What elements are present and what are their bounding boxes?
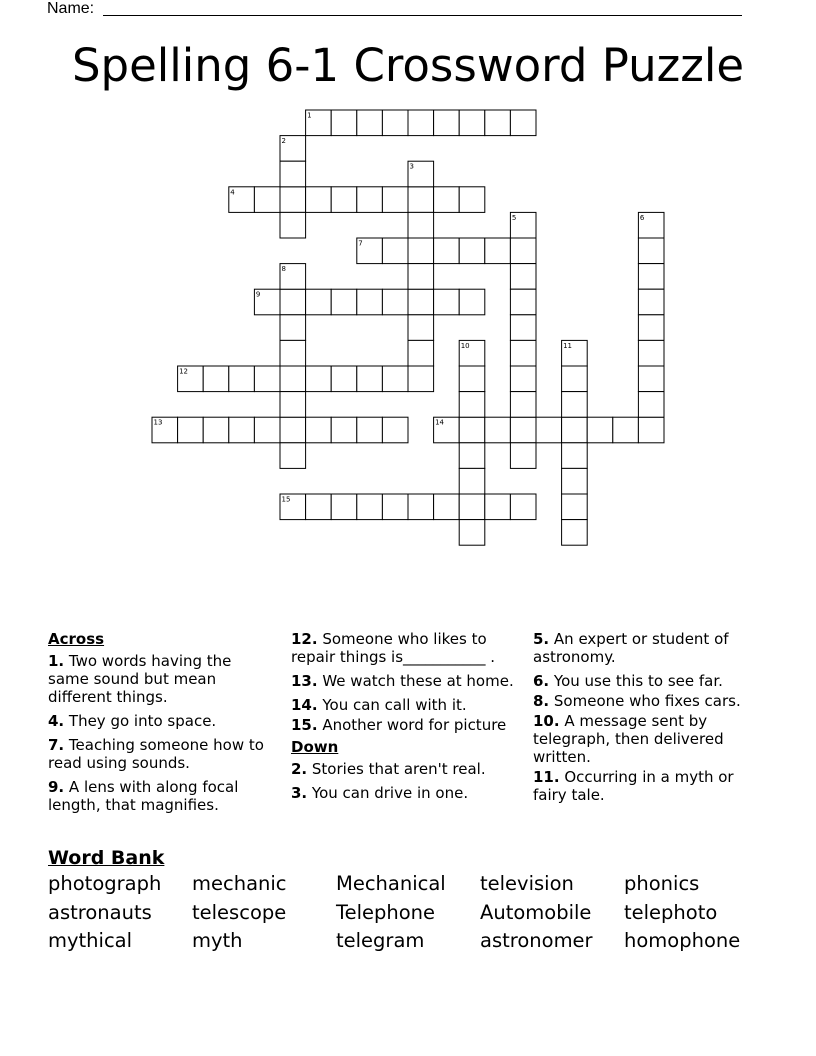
crossword-cell[interactable] [485,110,511,136]
crossword-cell[interactable] [382,494,408,520]
crossword-cell[interactable] [178,417,204,443]
crossword-cell[interactable] [459,468,485,494]
crossword-cell[interactable] [331,494,357,520]
crossword-cell[interactable] [434,494,460,520]
crossword-cell[interactable] [562,417,588,443]
clue-down-2 [291,760,523,778]
word-bank-item: astronauts [48,901,152,924]
crossword-cell[interactable] [459,392,485,418]
word-bank-item: phonics [624,872,700,895]
crossword-cell[interactable] [459,110,485,136]
crossword-cell[interactable] [254,187,280,213]
clue-text: Someone who fixes cars. [549,692,741,710]
clue-across-4 [48,712,268,730]
crossword-cell[interactable] [229,366,255,392]
crossword-cell[interactable] [408,289,434,315]
clue-text: You can call with it. [317,696,467,714]
crossword-cell[interactable] [357,366,383,392]
crossword-cell[interactable] [408,110,434,136]
crossword-cell[interactable] [357,289,383,315]
clue-number: 8. [533,692,550,710]
crossword-cell[interactable] [510,289,536,315]
clue-number: 6. [533,672,550,690]
clue-down-11 [533,768,765,804]
across-heading: Across [48,630,105,648]
crossword-cell[interactable] [459,238,485,264]
clue-number-label: 12 [179,367,189,376]
crossword-cell[interactable] [638,289,664,315]
down-heading: Down [291,738,339,756]
crossword-cell[interactable] [434,187,460,213]
crossword-cell[interactable] [280,315,306,341]
crossword-cell[interactable] [280,417,306,443]
crossword-cell[interactable] [229,417,255,443]
crossword-cell[interactable] [459,187,485,213]
word-bank-item: myth [192,929,243,952]
crossword-cell[interactable] [280,366,306,392]
clue-number: 2. [291,760,308,778]
crossword-cell[interactable] [638,366,664,392]
clue-number-label: 2 [281,137,286,146]
crossword-cell[interactable] [357,187,383,213]
clue-number-label: 9 [255,290,261,299]
word-bank-item: photograph [48,872,162,895]
crossword-cell[interactable] [382,366,408,392]
crossword-cell[interactable] [434,110,460,136]
crossword-cell[interactable] [510,110,536,136]
crossword-cell[interactable] [280,392,306,418]
clue-number: 3. [291,784,308,802]
crossword-cell[interactable] [434,289,460,315]
clue-number: 13. [291,672,318,690]
word-bank-item: mythical [48,929,133,952]
crossword-cell[interactable] [459,494,485,520]
word-bank-item: telephoto [624,901,718,924]
clue-across-1 [48,652,268,706]
clue-text: An expert or student of astronomy. [533,630,729,666]
clue-number-label: 10 [460,341,470,350]
word-bank-item: telegram [336,929,425,952]
clue-across-12 [291,630,523,666]
crossword-cell[interactable] [306,366,332,392]
clue-number: 11. [533,768,560,786]
crossword-cell[interactable] [408,366,434,392]
page-title: Spelling 6-1 Crossword Puzzle [71,39,745,92]
word-bank-item: television [480,872,574,895]
clue-across-7 [48,736,268,772]
clues-column-2 [291,630,523,808]
clue-number: 15. [291,716,318,734]
crossword-cell[interactable] [459,417,485,443]
crossword-cell[interactable] [280,340,306,366]
crossword-cell[interactable] [280,443,306,469]
clue-text: Another word for picture [317,716,507,734]
clue-number-label: 13 [153,418,163,427]
clue-number-label: 5 [511,213,517,222]
crossword-cell[interactable] [485,417,511,443]
clue-down-10 [533,712,765,766]
crossword-cell[interactable] [357,494,383,520]
word-bank-title: Word Bank [48,847,165,869]
crossword-cell[interactable] [613,417,639,443]
crossword-cell[interactable] [510,340,536,366]
clue-number-label: 6 [639,213,645,222]
crossword-cell[interactable] [459,366,485,392]
crossword-cell[interactable] [638,417,664,443]
clue-number: 9. [48,778,65,796]
clue-text: A lens with along focal length, that magnifies. [48,778,239,814]
crossword-cell[interactable] [510,392,536,418]
clue-across-9 [48,778,268,814]
crossword-cell[interactable] [357,110,383,136]
crossword-cell[interactable] [331,110,357,136]
crossword-cell[interactable] [562,468,588,494]
clue-number: 1. [48,652,65,670]
clue-number: 7. [48,736,65,754]
crossword-cell[interactable] [357,417,383,443]
clue-number-label: 1 [307,111,312,120]
clue-number: 5. [533,630,550,648]
clue-text: A message sent by telegraph, then delivered written. [533,712,724,766]
clue-down-6 [533,672,765,690]
word-bank-item: Mechanical [336,872,446,895]
crossword-cell[interactable] [638,392,664,418]
clue-number: 10. [533,712,560,730]
crossword-cell[interactable] [306,187,332,213]
crossword-cell[interactable] [638,315,664,341]
crossword-cell[interactable] [382,187,408,213]
clue-text: You can drive in one. [307,784,469,802]
word-bank-item: astronomer [480,929,593,952]
clue-number-label: 4 [230,188,235,197]
clue-text: Stories that aren't real. [307,760,486,778]
crossword-cell[interactable] [331,187,357,213]
crossword-cell[interactable] [562,392,588,418]
crossword-cell[interactable] [408,315,434,341]
crossword-cell[interactable] [408,187,434,213]
crossword-cell[interactable] [408,238,434,264]
crossword-cell[interactable] [331,289,357,315]
crossword-cell[interactable] [510,494,536,520]
crossword-cell[interactable] [587,417,613,443]
crossword-cell[interactable] [638,264,664,290]
clue-down-3 [291,784,523,802]
crossword-cell[interactable] [459,289,485,315]
clue-across-15 [291,716,523,734]
clue-number-label: 11 [563,341,573,350]
crossword-cell[interactable] [536,417,562,443]
clue-number: 12. [291,630,318,648]
clue-number-label: 7 [358,239,363,248]
crossword-cell[interactable] [203,417,229,443]
clue-text: Someone who likes to repair things is___________ . [291,630,496,666]
crossword-cell[interactable] [510,366,536,392]
clue-number-label: 8 [281,265,286,274]
word-bank-item: mechanic [192,872,287,895]
crossword-cell[interactable] [382,417,408,443]
clue-number: 14. [291,696,318,714]
clue-across-14 [291,696,523,714]
crossword-cell[interactable] [203,366,229,392]
crossword-cell[interactable] [280,161,306,187]
crossword-cell[interactable] [562,366,588,392]
word-bank-item: homophone [624,929,741,952]
word-bank-item: Telephone [336,901,436,924]
crossword-cell[interactable] [382,238,408,264]
crossword-cell[interactable] [280,187,306,213]
crossword-cell[interactable] [510,238,536,264]
crossword-cell[interactable] [510,443,536,469]
crossword-cell[interactable] [408,212,434,238]
crossword-cell[interactable] [638,238,664,264]
crossword-cell[interactable] [382,110,408,136]
crossword-cell[interactable] [280,289,306,315]
crossword-cell[interactable] [562,443,588,469]
crossword-cell[interactable] [510,264,536,290]
crossword-cell[interactable] [254,366,280,392]
crossword-cell[interactable] [306,417,332,443]
crossword-cell[interactable] [459,520,485,546]
name-label: Name: [47,0,95,17]
clue-number-label: 3 [409,162,414,171]
clue-down-8 [533,692,765,710]
crossword-cell[interactable] [306,494,332,520]
crossword-cell[interactable] [331,366,357,392]
word-bank-item: telescope [192,901,287,924]
crossword-cell[interactable] [254,417,280,443]
crossword-cell[interactable] [485,238,511,264]
crossword-cell[interactable] [510,417,536,443]
crossword-cell[interactable] [382,289,408,315]
crossword-cell[interactable] [638,340,664,366]
crossword-cell[interactable] [562,494,588,520]
crossword-cell[interactable] [562,520,588,546]
clue-text: They go into space. [64,712,217,730]
crossword-cell[interactable] [408,494,434,520]
crossword-cell[interactable] [408,264,434,290]
clue-across-13 [291,672,523,690]
crossword-cell[interactable] [510,315,536,341]
crossword-cell[interactable] [306,289,332,315]
crossword-cell[interactable] [459,443,485,469]
crossword-cell[interactable] [408,340,434,366]
clue-text: You use this to see far. [549,672,723,690]
crossword-cell[interactable] [434,238,460,264]
clue-text: Teaching someone how to read using sounds. [48,736,264,772]
crossword-cell[interactable] [485,494,511,520]
clue-number-label: 15 [281,495,291,504]
clue-text: We watch these at home. [317,672,514,690]
clues-column-3 [533,630,765,810]
clue-down-5 [533,630,765,666]
clue-text: Occurring in a myth or fairy tale. [533,768,734,804]
clue-number: 4. [48,712,65,730]
crossword-cell[interactable] [331,417,357,443]
clue-number-label: 14 [435,418,445,427]
word-bank-item: Automobile [480,901,592,924]
clue-text: Two words having the same sound but mean different things. [48,652,232,706]
clues-column-1 [48,630,268,820]
crossword-cell[interactable] [280,212,306,238]
